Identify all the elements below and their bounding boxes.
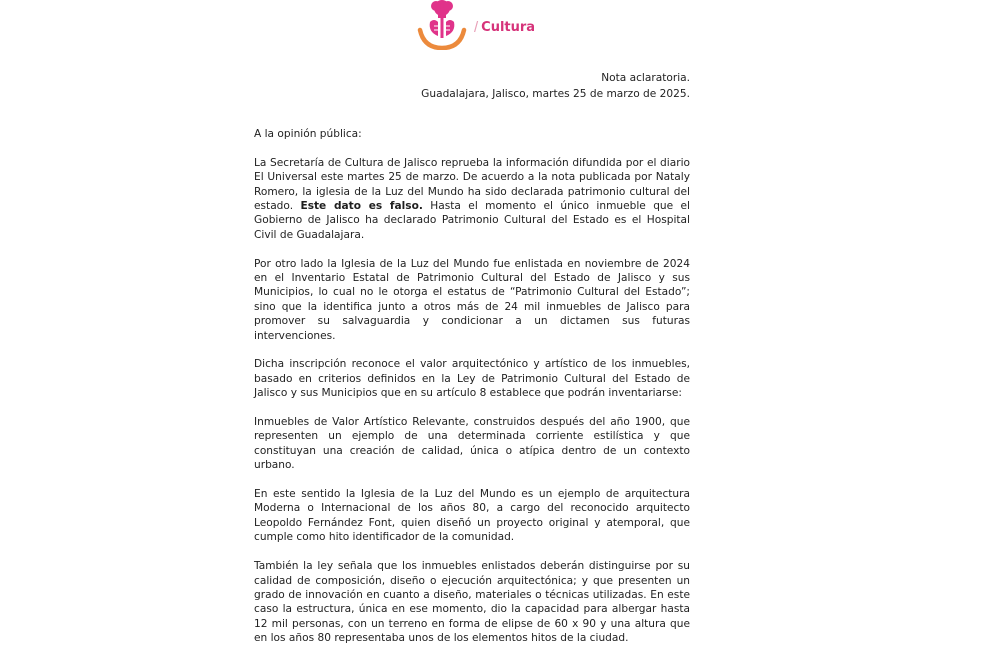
paragraph-2: Por otro lado la Iglesia de la Luz del Mundo fue enlistada en noviembre de 2024 en el Inventario Estatal de Patrimonio Cultural del Estado de Jalisco y sus Municipios, lo cual no le otorga el estatus de “Patrimonio Cultural del Estado”; sino que la identifica junto a otros más de 24 mil inmuebles de Jalisco para promover su salvaguardia y condicionar a un dictamen sus futuras intervenciones.	[254, 257, 690, 342]
paragraph-3: Dicha inscripción reconoce el valor arquitectónico y artístico de los inmuebles, basado en criterios definidos en la Ley de Patrimonio Cultural del Estado de Jalisco y sus Municipios que en su artículo 8 establece que podrán inventariarse:	[254, 358, 690, 400]
paragraph-1-text-b: Hasta el momento el único inmueble que el Gobierno de Jalisco ha declarado Patrimonio Cultural del Estado es el Hospital Civil de Guadalajara.	[254, 200, 690, 241]
paragraph-1-bold: Este dato es falso.	[300, 200, 423, 213]
paragraph-4: Inmuebles de Valor Artístico Relevante, construidos después del año 1900, que representen un ejemplo de una determinada corriente estilística y que constituyan una creación de calidad, única o atípica dentro de un contexto urbano.	[254, 416, 690, 472]
paragraph-1	[254, 156, 690, 242]
jalisco-emblem-icon	[416, 0, 468, 50]
logo-text: Cultura	[481, 19, 536, 35]
paragraph-6: También la ley señala que los inmuebles enlistados deberán distinguirse por su calidad de composición, diseño o ejecución arquitectónica; y que presenten un grado de innovación en cuanto a diseño, materiales o técnicas utilizadas. En este caso la estructura, única en ese momento, dio la capacidad para albergar hasta 12 mil personas, con un terreno en forma de elipse de 60 x 90 y una altura que en los años 80 representaba unos de los elementos hitos de la ciudad.	[254, 560, 690, 645]
document-header	[421, 70, 690, 102]
paragraph-1-text-a: La Secretaría de Cultura de Jalisco reprueba la información difundida por el diario El Universal este martes 25 de marzo. De acuerdo a la nota publicada por Nataly Romero, la iglesia de la Luz del Mundo ha sido declarada patrimonio cultural del estado.	[254, 156, 690, 213]
document-body	[254, 127, 690, 660]
paragraph-5: En este sentido la Iglesia de la Luz del Mundo es un ejemplo de arquitectura Moderna o Internacional de los años 80, a cargo del reconocido arquitecto Leopoldo Fernández Font, quien diseñó un proyecto original y atemporal, que cumple como hito identificador de la comunidad.	[254, 488, 690, 544]
note-type: Nota aclaratoria.	[601, 72, 690, 84]
salutation: A la opinión pública:	[254, 128, 362, 140]
place-date: Guadalajara, Jalisco, martes 25 de marzo de 2025.	[421, 88, 690, 100]
cultura-logo	[416, 0, 535, 50]
logo-separator: /	[474, 18, 479, 36]
